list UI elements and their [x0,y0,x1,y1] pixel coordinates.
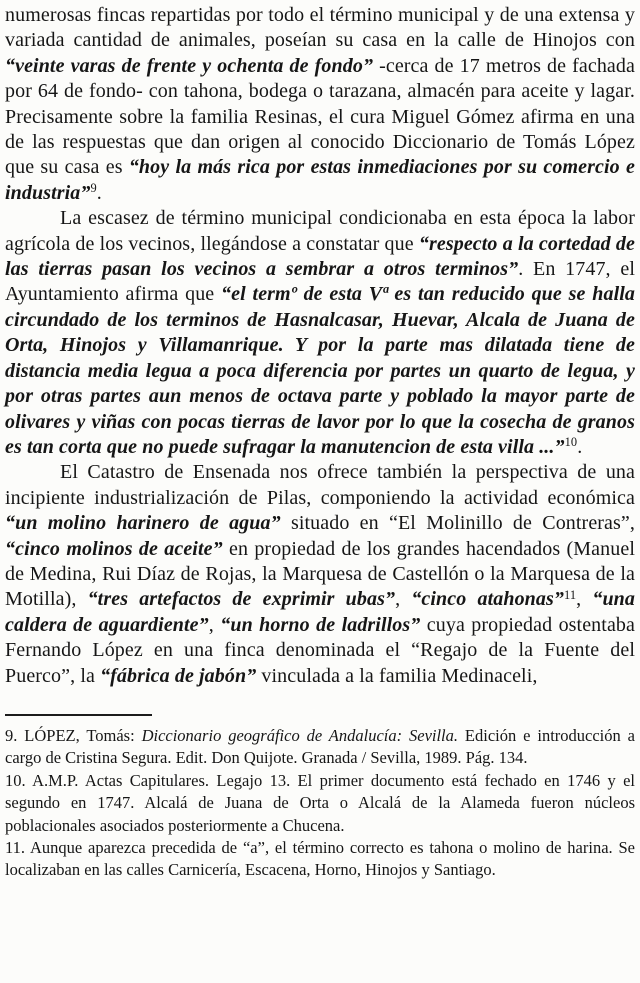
footnote-reference: 10 [564,435,578,450]
text-run: , [395,588,412,611]
text-run: en propiedad de los grandes hacendados (Manuel de Medina, Rui Díaz de Rojas, la Marquesa de Castellón o la Marquesa de la Motilla), [5,537,635,611]
quoted-text-run: “una caldera de aguardiente” [5,588,636,636]
quoted-text-run: “el termº de esta Vª es tan reducido que se halla circundado de los terminos de Hasnalcasar, Huevar, Alcala de Juana de Orta, Hinojos y Villamanrique. Y por la parte mas dilatada tiene de distancia media legua a poca diferencia por partes un quarto de legua, y por otras partes aun menos de octava parte y poblado la mayor parte de olivares y viñas con pocas tierras de lavor por lo que la cosecha de granos es tan corta que no puede sufragar la manutencion de esta villa ...” [5,283,635,458]
text-run: 9. LÓPEZ, Tomás: [5,725,142,745]
body-text [5,3,635,689]
text-run: El Catastro de Ensenada nos ofrece también la perspectiva de una incipiente industrialización de Pilas, componiendo la actividad económica [5,461,635,509]
text-run: , [576,588,593,611]
quoted-text-run: “fábrica de jabón” [100,664,257,687]
text-run: La escasez de término municipal condicionaba en esta época la labor agrícola de los vecinos, llegándose a constatar que [5,207,635,255]
quoted-text-run: “veinte varas de frente y ochenta de fondo” [5,54,374,77]
footnote-11 [5,837,635,882]
text-run: . En 1747, el Ayuntamiento afirma que [5,258,635,306]
quoted-text-run: “un horno de ladrillos” [220,613,421,636]
paragraph-escasez-termino [5,206,635,460]
text-run: Edición e introducción a cargo de Cristina Segura. Edit. Don Quijote. Granada / Sevilla, 1989. Pág. 134. [5,725,635,768]
footnote-9 [5,725,635,770]
paragraph-casa-resinas [5,3,635,206]
footnote-separator [5,714,152,716]
quoted-text-run: “un molino harinero de agua” [5,512,281,535]
footnote-10 [5,770,635,837]
quoted-text-run: “cinco molinos de aceite” [5,537,223,560]
quoted-text-run: “tres artefactos de exprimir ubas” [87,588,396,611]
text-run: situado en “El Molinillo de Contreras”, [280,512,635,535]
footnote-reference: 9 [90,181,97,196]
text-run: 11. Aunque aparezca precedida de “a”, el término correcto es tahona o molino de harina. Se localizaban en las calles Carnicería, Escacena, Horno, Hinojos y Santiago. [5,838,635,880]
quoted-text-run: Diccionario geográfico de Andalucía: Sevilla. [141,725,459,745]
text-run: . [96,181,102,204]
text-run: numerosas fincas repartidas por todo el término municipal y de una extensa y variada cantidad de animales, poseían su casa en la calle de Hinojos con [5,4,635,52]
paragraph-catastro-ensenada [5,460,635,689]
text-run: cuya propiedad ostentaba Fernando López en una finca denominada el “Regajo de la Fuente del Puerco”, la [5,613,635,687]
quoted-text-run: “hoy la más rica por estas inmediaciones por su comercio e industria” [5,156,635,204]
quoted-text-run: “cinco atahonas” [411,588,564,611]
text-run: . [577,435,583,458]
footnotes [5,725,635,882]
text-run: 10. A.M.P. Actas Capitulares. Legajo 13. El primer documento está fechado en 1746 y el segundo en 1747. Alcalá de Juana de Orta o Alcalá de la Alameda fueron núcleos poblacionales asociados posteriormente a Chucena. [5,770,635,835]
text-run: , [208,613,221,636]
footnote-reference: 11 [563,587,577,602]
text-run: -cerca de 17 metros de fachada por 64 de fondo- con tahona, bodega o tarazana, almacén para aceite y lagar. Precisamente sobre la familia Resinas, el cura Miguel Gómez afirma en una de las respuestas que dan origen al conocido Diccionario de Tomás López que su casa es [5,54,635,179]
text-run: vinculada a la familia Medinaceli, [256,664,538,687]
quoted-text-run: “respecto a la cortedad de las tierras pasan los vecinos a sembrar a otros terminos” [5,232,635,281]
